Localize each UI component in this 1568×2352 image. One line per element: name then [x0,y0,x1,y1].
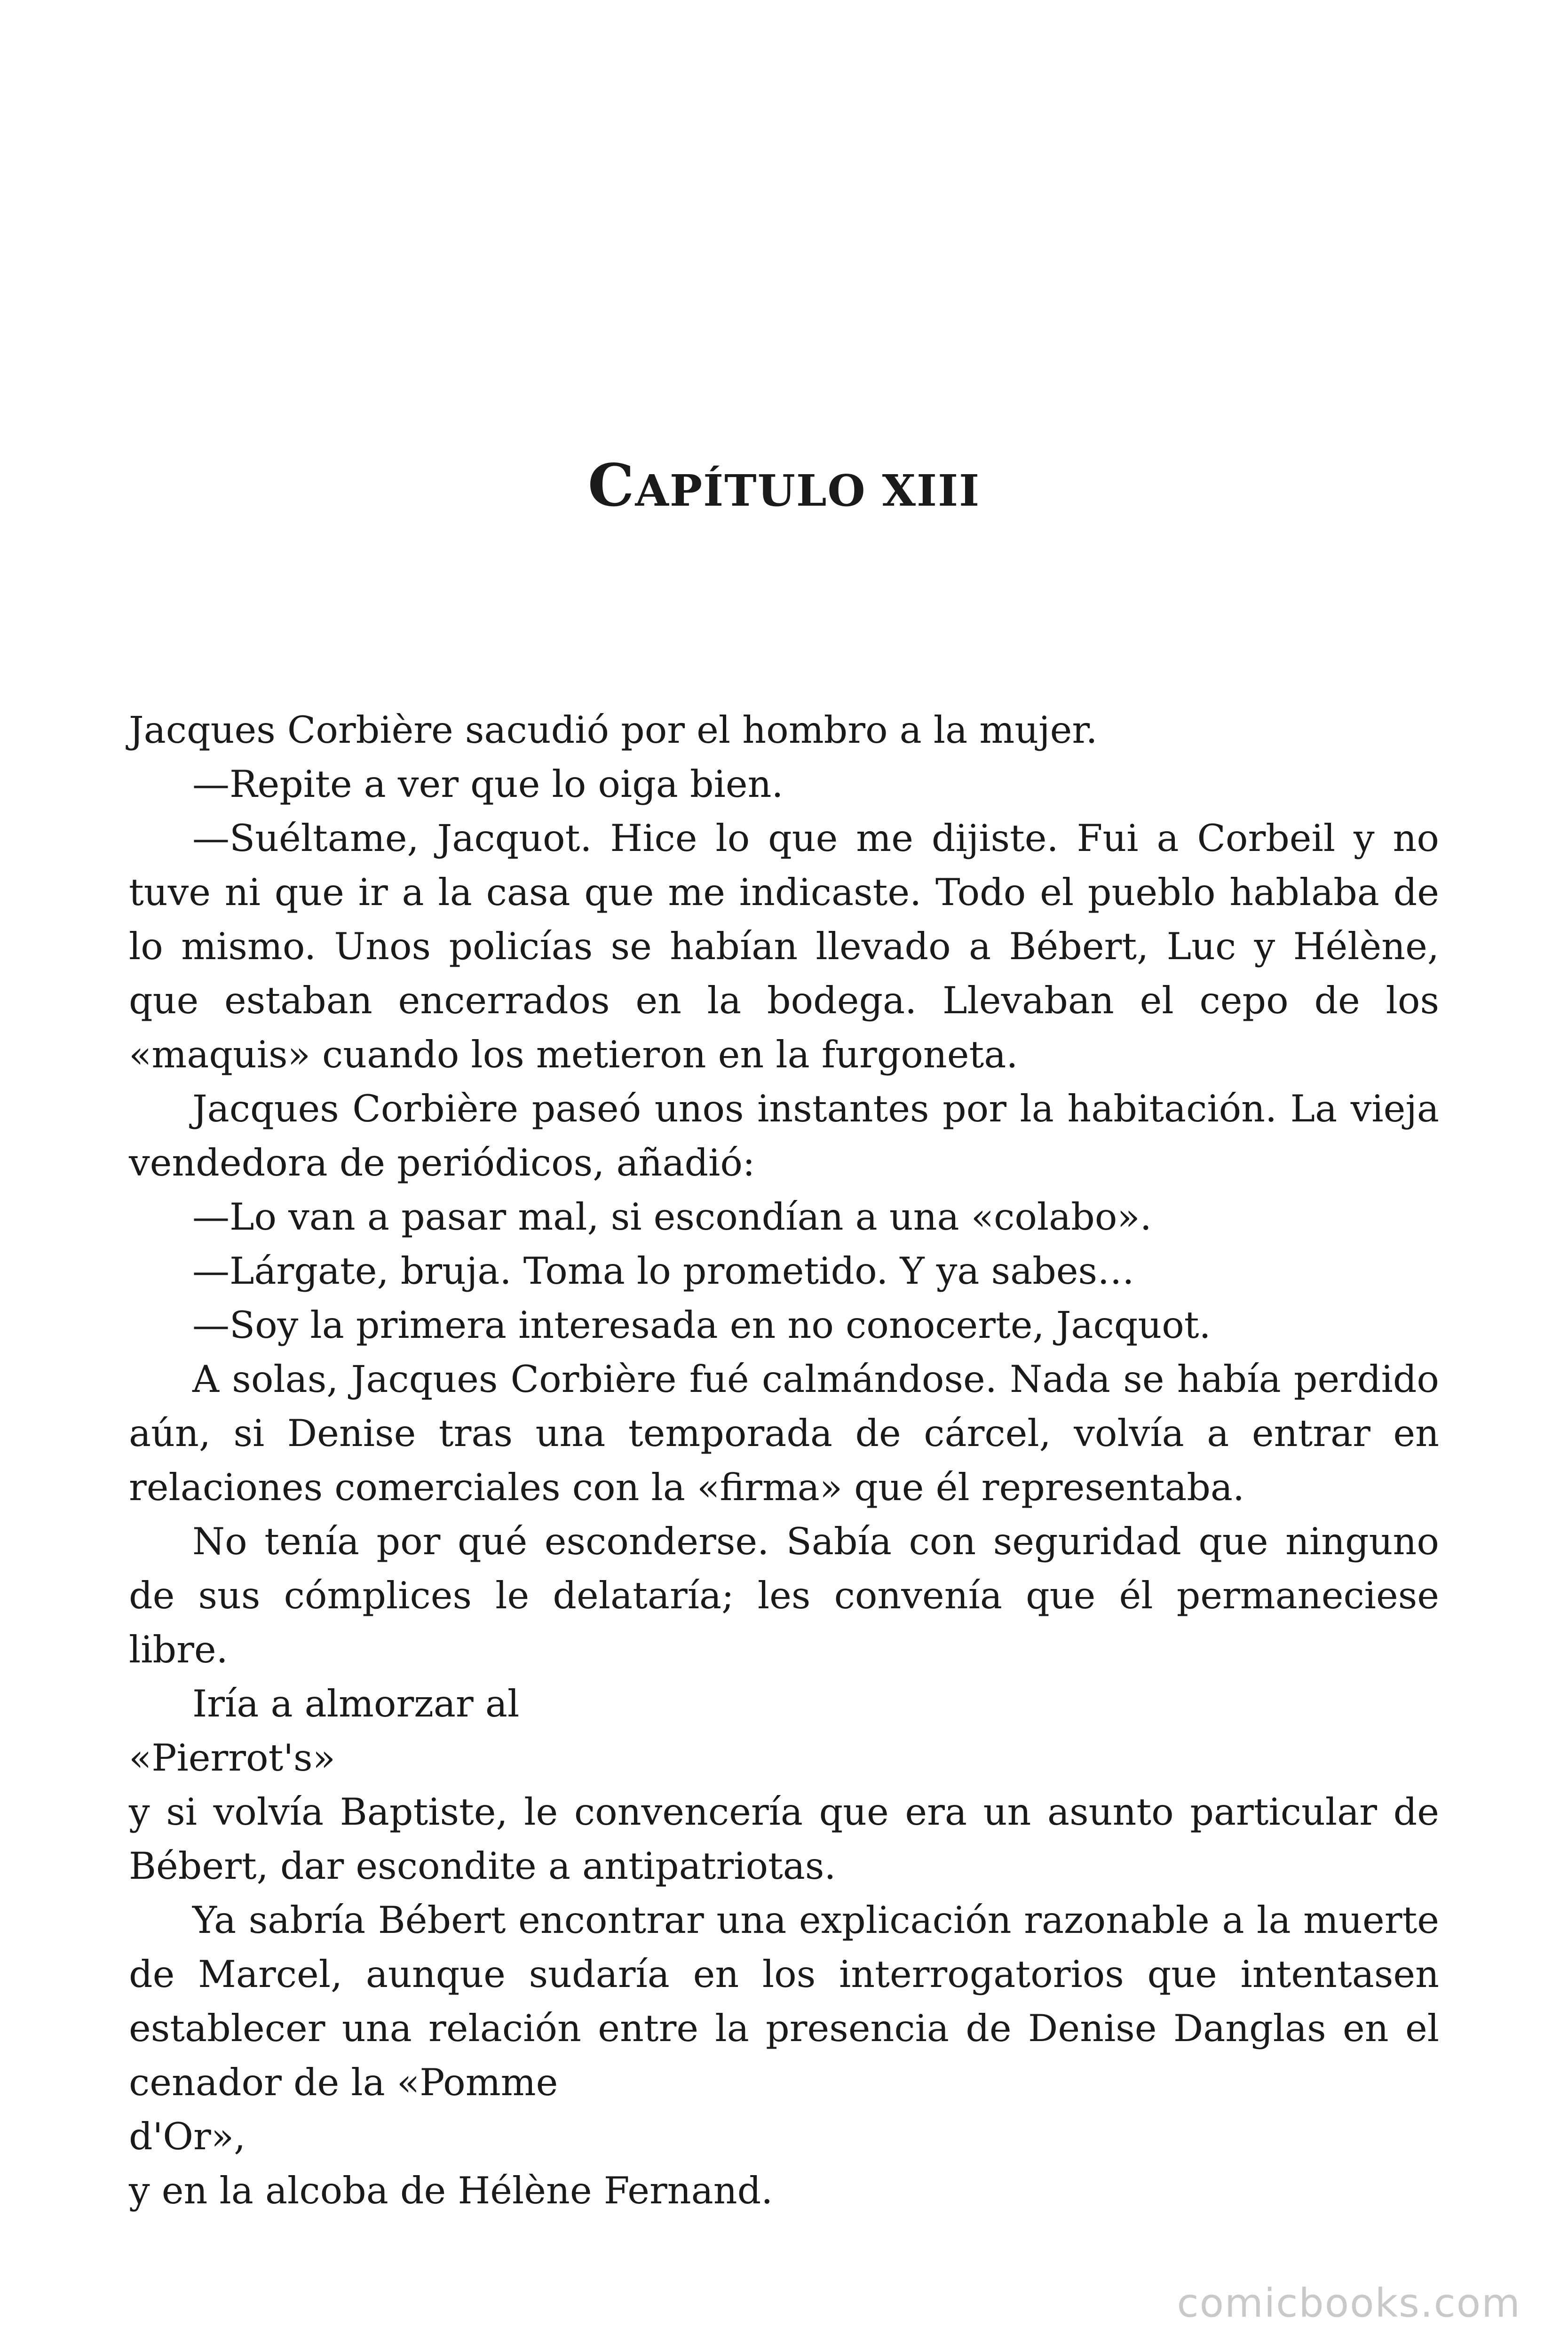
paragraph: Ya sabría Bébert encontrar una explicación razonable a la muerte de Marcel, aunque sudaría en los interrogatorios que intentasen establecer una relación entre la presencia de Denise Danglas en el cenador de la «Pomme [129,1899,1439,2104]
chapter-title-initial: C [587,452,635,520]
paragraph: —Repite a ver que lo oiga bien. [192,763,784,806]
chapter-body [129,703,1439,2218]
paragraph: y si volvía Baptiste, le convencería que era un asunto particular de Bébert, dar escondite a antipatriotas. [129,1790,1439,1888]
paragraph: «Pierrot's» [129,1736,335,1780]
paragraph: y en la alcoba de Hélène Fernand. [129,2169,773,2212]
paragraph: —Lo van a pasar mal, si escondían a una «colabo». [192,1195,1152,1239]
paragraph: Iría a almorzar al [192,1682,520,1725]
paragraph: No tenía por qué esconderse. Sabía con seguridad que ninguno de sus cómplices le delataría; les convenía que él permaneciese libre. [129,1520,1439,1671]
chapter-title [0,452,1568,520]
paragraph: —Suéltame, Jacquot. Hice lo que me dijiste. Fui a Corbeil y no tuve ni que ir a la casa que me indicaste. Todo el pueblo hablaba de lo mismo. Unos policías se habían llevado a Bébert, Luc y Hélène, que estaban encerrados en la bodega. Llevaban el cepo de los «maquis» cuando los metieron en la furgoneta. [129,817,1439,1076]
paragraph: d'Or», [129,2115,246,2158]
paragraph: Jacques Corbière paseó unos instantes por la habitación. La vieja vendedora de periódicos, añadió: [129,1087,1439,1184]
paragraph: Jacques Corbière sacudió por el hombro a la mujer. [129,708,1098,752]
watermark: comicbooks.com [1177,2280,1521,2326]
paragraph: A solas, Jacques Corbière fué calmándose. Nada se había perdido aún, si Denise tras una temporada de cárcel, volvía a entrar en relaciones comerciales con la «firma» que él representaba. [129,1358,1439,1509]
paragraph: —Lárgate, bruja. Toma lo prometido. Y ya sabes… [192,1249,1135,1293]
paragraph: —Soy la primera interesada en no conocerte, Jacquot. [192,1303,1211,1347]
chapter-title-rest: APÍTULO XIII [635,465,981,516]
